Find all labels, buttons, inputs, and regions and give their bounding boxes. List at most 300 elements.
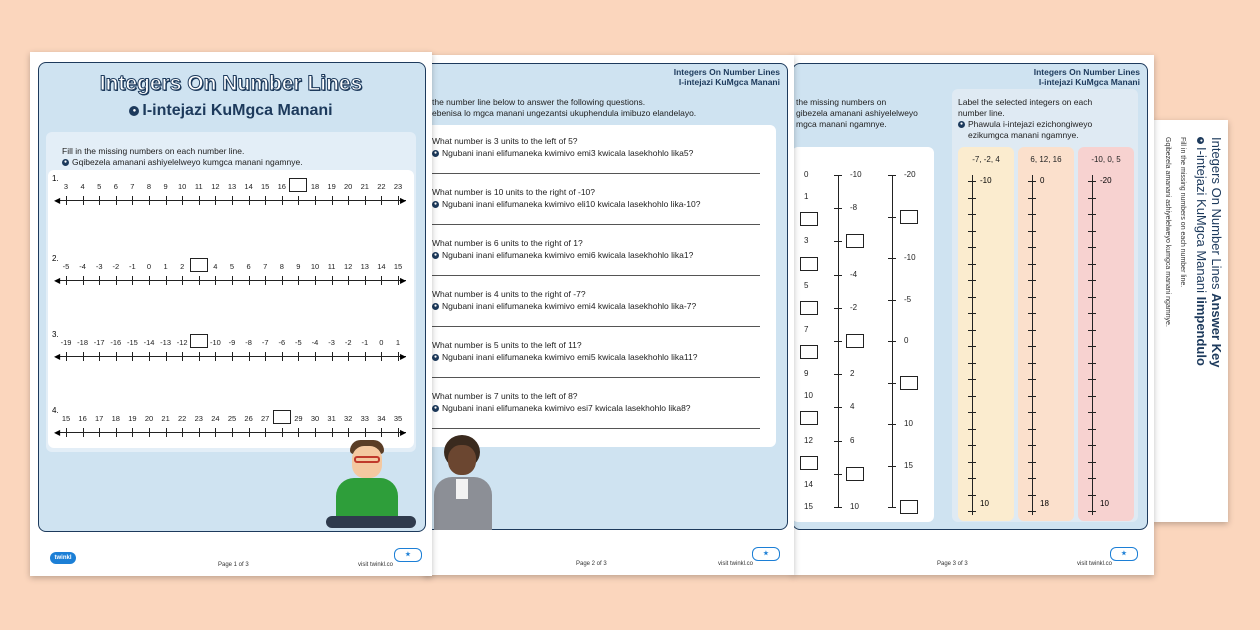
card-tick	[968, 214, 976, 215]
card-tick	[1088, 396, 1096, 397]
number-line-tick	[199, 276, 200, 285]
page2-intro-xh: ebenisa lo mgca manani ungezantsi ukuphendula imibuzo elandelayo.	[432, 108, 697, 118]
number-line-value: 20	[144, 414, 154, 423]
number-line-value: 14	[244, 182, 253, 191]
question-text: What number is 3 units to the left of 5?	[432, 136, 578, 146]
card-tick	[1028, 495, 1036, 496]
page1-badge-icon: ★	[394, 548, 422, 562]
answer-box[interactable]	[289, 178, 307, 192]
number-line-tick	[215, 428, 216, 437]
question-text: What number is 6 units to the right of 1?	[432, 238, 583, 248]
page2-site[interactable]: visit twinkl.co	[718, 561, 754, 567]
number-line-value: 2	[180, 262, 185, 271]
page3-right-instruction-xh: ● Phawula i-intejazi ezichongiweyo	[959, 119, 1093, 129]
answer-box[interactable]	[900, 376, 918, 390]
vertical-value: 0	[804, 170, 809, 179]
page2-footer: Page 2 of 3	[576, 561, 607, 567]
question-xh-label: Ngubani inani elifumaneka kwimivo esi7 kwicala lasekhohlo lika8?	[442, 403, 691, 413]
card-tick	[1028, 445, 1036, 446]
number-line-tick	[315, 352, 316, 361]
card-tick	[1028, 198, 1036, 199]
vertical-tick	[888, 300, 896, 301]
card-number-line	[972, 175, 973, 515]
vertical-value: -4	[850, 269, 858, 279]
answer-line[interactable]	[432, 326, 760, 327]
question-xh-label: Ngubani inani elifumaneka kwimivo emi3 kwicala lasekhohlo lika5?	[442, 148, 694, 158]
number-line-tick	[249, 428, 250, 437]
number-line-value: 10	[310, 262, 320, 271]
integer-card-title: -7, -2, 4	[972, 155, 1000, 164]
vertical-value: 15	[804, 502, 813, 511]
vertical-tick	[834, 175, 842, 176]
number-line-tick	[398, 276, 399, 285]
card-tick	[1088, 478, 1096, 479]
vertical-value: 3	[804, 236, 809, 246]
vertical-value: 1	[804, 192, 809, 202]
page3-right-instruction2: number line.	[958, 108, 1005, 118]
question-item	[432, 135, 768, 183]
page3-header-sub: I-intejazi KuMgca Manani	[1038, 77, 1140, 87]
axis-arrow-right-icon: ▶	[400, 428, 407, 437]
number-line-tick	[348, 196, 349, 205]
number-line-value: -13	[160, 338, 172, 347]
number-line-tick	[232, 352, 233, 361]
page-title: Integers On Number Lines	[99, 72, 363, 95]
number-line-value: -6	[278, 338, 286, 347]
card-tick	[1028, 379, 1036, 380]
number-line-tick	[365, 352, 366, 361]
number-line-tick	[332, 196, 333, 205]
card-tick	[968, 379, 976, 380]
card-tick	[1028, 396, 1036, 397]
axis-arrow-left-icon: ◀	[54, 352, 61, 361]
number-line-tick	[348, 276, 349, 285]
card-tick	[968, 297, 976, 298]
number-line-value: 22	[377, 182, 386, 191]
card-tick	[968, 429, 976, 430]
number-line-tick	[265, 352, 266, 361]
number-line-value: 5	[97, 182, 102, 191]
number-line-value: -8	[245, 338, 252, 347]
number-line-tick	[232, 428, 233, 437]
card-tick	[968, 445, 976, 446]
integer-card-title: -10, 0, 5	[1091, 155, 1121, 164]
number-line-tick	[83, 276, 84, 285]
xhosa-bullet-icon: ●	[433, 303, 438, 310]
vertical-value: 4	[850, 402, 855, 412]
vertical-value: 2	[850, 369, 855, 379]
number-line-tick	[215, 196, 216, 205]
card-tick	[1088, 330, 1096, 331]
number-line-value: 23	[194, 414, 203, 423]
twinkl-logo[interactable]: twinkl	[50, 552, 76, 564]
page2-badge-icon: ★	[752, 547, 780, 561]
number-line-3	[52, 330, 412, 368]
card-tick	[1028, 231, 1036, 232]
question-text: What number is 7 units to the left of 8?	[432, 391, 578, 401]
answer-box[interactable]	[800, 411, 818, 425]
number-line-value: 19	[128, 414, 137, 423]
number-line-value: 20	[344, 182, 353, 191]
number-line-value: 31	[327, 414, 336, 423]
number-line-value: -9	[228, 338, 236, 347]
axis-arrow-left-icon: ◀	[54, 276, 61, 285]
number-line-tick	[149, 196, 150, 205]
vertical-tick	[888, 175, 896, 176]
number-line-tick	[166, 352, 167, 361]
answer-box[interactable]	[800, 456, 818, 470]
card-tick	[968, 363, 976, 364]
question-item	[432, 339, 768, 387]
number-line-value: 11	[194, 182, 203, 191]
number-line-value: 14	[377, 262, 386, 271]
number-line-tick	[282, 276, 283, 285]
number-line-tick	[282, 352, 283, 361]
card-number-line	[1032, 175, 1033, 515]
card-tick	[1088, 231, 1096, 232]
vertical-value: 7	[804, 324, 809, 334]
number-line-value: 15	[261, 182, 270, 191]
answer-box[interactable]	[846, 234, 864, 248]
number-line-tick	[166, 276, 167, 285]
number-line-value: -1	[129, 262, 136, 271]
number-line-value: -16	[110, 338, 122, 347]
card-top-value: -20	[1100, 176, 1112, 185]
vertical-value: 9	[804, 369, 809, 379]
vertical-tick	[834, 441, 842, 442]
vertical-tick	[834, 341, 842, 342]
vertical-tick	[888, 466, 896, 467]
axis-arrow-right-icon: ▶	[400, 196, 407, 205]
number-line-value: 12	[344, 262, 353, 271]
card-tick	[1088, 462, 1096, 463]
card-tick	[968, 280, 976, 281]
number-line-value: 19	[327, 182, 336, 191]
number-line-value: 5	[229, 262, 235, 271]
xhosa-bullet-icon: ●	[433, 354, 438, 361]
answer-box[interactable]	[800, 257, 818, 271]
number-line-value: 0	[146, 262, 152, 271]
answer-line[interactable]	[432, 428, 760, 429]
card-tick	[1028, 429, 1036, 430]
number-line-value: -3	[328, 338, 335, 347]
vertical-tick	[888, 341, 896, 342]
number-line-value: 18	[111, 414, 120, 423]
number-line-value: 8	[279, 262, 284, 271]
card-tick	[1088, 247, 1096, 248]
page3-right-instruction: Label the selected integers on each	[958, 97, 1093, 107]
number-line-tick	[149, 352, 150, 361]
card-tick	[1088, 429, 1096, 430]
vertical-value: 10	[804, 391, 813, 401]
vertical-tick	[888, 424, 896, 425]
number-line-value: 13	[360, 262, 369, 271]
vertical-value: -2	[850, 302, 858, 312]
number-line-4	[52, 406, 412, 444]
number-line-tick	[398, 352, 399, 361]
number-line-value: 18	[310, 182, 320, 191]
xhosa-bullet-icon: ●	[433, 201, 438, 208]
number-line-value: 29	[294, 414, 303, 423]
xhosa-bullet-icon: ●	[433, 150, 438, 157]
number-line-value: -2	[112, 262, 120, 271]
integer-card	[958, 147, 1014, 521]
number-line-tick	[265, 428, 266, 437]
number-line-label: 3.	[52, 330, 59, 339]
number-line-value: 0	[379, 338, 384, 347]
number-line-tick	[381, 352, 382, 361]
question-text-xh	[432, 402, 768, 414]
number-line-tick	[199, 428, 200, 437]
card-tick	[1088, 280, 1096, 281]
number-line-tick	[365, 428, 366, 437]
answer-key-page	[1152, 120, 1228, 522]
page3-header-title: Integers On Number Lines	[1033, 67, 1140, 77]
number-line-tick	[249, 352, 250, 361]
axis-arrow-left-icon: ◀	[54, 196, 61, 205]
page2-header-sub: I-intejazi KuMgca Manani	[678, 77, 780, 87]
number-line-tick	[282, 196, 283, 205]
number-line-tick	[116, 196, 117, 205]
page3-badge-icon: ★	[1110, 547, 1138, 561]
number-line-tick	[132, 276, 133, 285]
vertical-value: -20	[904, 170, 916, 179]
number-line-value: 6	[246, 262, 251, 271]
number-line-tick	[381, 196, 382, 205]
card-tick	[968, 462, 976, 463]
number-line-value: -15	[126, 338, 138, 347]
number-line-value: 3	[63, 182, 69, 191]
number-line-tick	[66, 352, 67, 361]
number-line-value: 4	[213, 262, 218, 271]
number-line-value: -10	[209, 338, 221, 347]
card-tick	[1088, 445, 1096, 446]
card-tick	[1028, 264, 1036, 265]
question-xh-label: Ngubani inani elifumaneka kwimivo eli10 kwicala lasekhohlo lika-10?	[442, 199, 701, 209]
number-line-tick	[149, 428, 150, 437]
number-line-value: 15	[393, 262, 403, 271]
card-tick	[968, 396, 976, 397]
vertical-tick	[834, 308, 842, 309]
page2-header-title: Integers On Number Lines	[673, 67, 780, 77]
page3-site[interactable]: visit twinkl.co	[1077, 561, 1113, 567]
answer-box[interactable]	[800, 212, 818, 226]
axis-arrow-right-icon: ▶	[400, 352, 407, 361]
question-text-xh	[432, 147, 768, 159]
number-line-value: 12	[211, 182, 220, 191]
number-line-value: -3	[95, 262, 103, 271]
answer-key-instruction-xh: Gqibezela amanani ashiyelelweyo kumgca manani ngamnye.	[1164, 137, 1171, 327]
number-line-label: 4.	[52, 406, 59, 415]
number-line-value: -18	[77, 338, 89, 347]
question-text-xh	[432, 351, 768, 363]
number-line-value: 6	[113, 182, 118, 191]
number-line-value: 9	[296, 262, 301, 271]
number-line-value: 30	[310, 414, 320, 423]
vertical-value: 0	[904, 336, 909, 345]
number-line-tick	[99, 352, 100, 361]
number-line-value: 22	[178, 414, 187, 423]
answer-box[interactable]	[273, 410, 291, 424]
card-tick	[968, 478, 976, 479]
question-text-xh	[432, 300, 768, 312]
answer-box[interactable]	[900, 210, 918, 224]
number-line-tick	[348, 428, 349, 437]
number-line-tick	[381, 428, 382, 437]
number-line-tick	[99, 196, 100, 205]
number-line-tick	[348, 352, 349, 361]
number-line-value: 17	[95, 414, 104, 423]
number-line-tick	[232, 276, 233, 285]
number-line-tick	[249, 196, 250, 205]
worksheet-page-2	[424, 55, 794, 575]
number-line-tick	[315, 196, 316, 205]
number-line-value: 21	[360, 182, 369, 191]
number-line-value: 7	[130, 182, 135, 191]
number-line-value: 7	[263, 262, 268, 271]
number-line-value: 16	[78, 414, 87, 423]
answer-line[interactable]	[432, 275, 760, 276]
card-tick	[1028, 297, 1036, 298]
xhosa-bullet-icon: ●	[433, 405, 438, 412]
vertical-tick	[834, 407, 842, 408]
card-tick	[1088, 198, 1096, 199]
question-item	[432, 390, 768, 438]
vertical-tick	[834, 275, 842, 276]
number-line-tick	[99, 428, 100, 437]
vertical-value: 6	[850, 435, 855, 445]
answer-box[interactable]	[846, 467, 864, 481]
vertical-tick	[834, 507, 842, 508]
number-line-tick	[182, 196, 183, 205]
card-tick	[1088, 346, 1096, 347]
number-line-tick	[166, 196, 167, 205]
question-text: What number is 5 units to the left of 11?	[432, 340, 582, 350]
card-tick	[968, 330, 976, 331]
number-line-value: 33	[360, 414, 369, 423]
worksheet-page-1	[30, 52, 432, 576]
vertical-value: 14	[804, 479, 813, 489]
question-text: What number is 4 units to the right of -7?	[432, 289, 586, 299]
number-line-tick	[116, 276, 117, 285]
vertical-tick	[834, 241, 842, 242]
number-line-tick	[116, 428, 117, 437]
number-line-value: 16	[277, 182, 286, 191]
axis-arrow-right-icon: ▶	[400, 276, 407, 285]
card-tick	[1088, 297, 1096, 298]
number-line-value: 1	[395, 338, 401, 347]
card-tick	[968, 412, 976, 413]
answer-box[interactable]	[190, 334, 208, 348]
instruction-xh: ● Gqibezela amanani ashiyelelweyo kumgca manani ngamnye.	[63, 157, 303, 167]
axis-arrow-left-icon: ◀	[54, 428, 61, 437]
answer-box[interactable]	[846, 334, 864, 348]
number-line-tick	[116, 352, 117, 361]
card-tick	[968, 511, 976, 512]
vertical-value: 12	[804, 435, 813, 445]
card-tick	[1088, 264, 1096, 265]
number-line-value: -12	[176, 338, 188, 347]
number-line-tick	[332, 428, 333, 437]
number-line-tick	[298, 428, 299, 437]
number-line-tick	[249, 276, 250, 285]
number-line-tick	[182, 276, 183, 285]
vertical-value: 5	[804, 280, 809, 290]
question-item	[432, 186, 768, 234]
page3-footer: Page 3 of 3	[937, 561, 968, 567]
card-tick	[1028, 478, 1036, 479]
page3-left-instruction-xh2: mgca manani ngamnye.	[796, 119, 887, 129]
instruction-en: Fill in the missing numbers on each number line.	[62, 146, 245, 156]
number-line-tick	[398, 428, 399, 437]
number-line-value: 27	[261, 414, 270, 423]
number-line-tick	[332, 276, 333, 285]
number-line-tick	[66, 428, 67, 437]
answer-box[interactable]	[900, 500, 918, 514]
answer-line[interactable]	[432, 173, 760, 174]
card-bottom-value: 10	[1100, 499, 1109, 508]
number-line-2	[52, 254, 412, 292]
answer-box[interactable]	[800, 345, 818, 359]
number-line-tick	[381, 276, 382, 285]
number-line-value: 26	[244, 414, 253, 423]
number-line-value: -1	[361, 338, 369, 347]
number-line-tick	[298, 352, 299, 361]
number-line-value: 4	[80, 182, 85, 191]
question-text: What number is 10 units to the right of -10?	[432, 187, 596, 197]
number-line-value: -4	[311, 338, 319, 347]
page1-footer: Page 1 of 3	[218, 562, 249, 568]
number-line-tick	[199, 352, 200, 361]
page1-site[interactable]: visit twinkl.co	[358, 562, 394, 568]
number-line-value: -17	[93, 338, 105, 347]
integer-card-title: 6, 12, 16	[1030, 155, 1062, 164]
question-item	[432, 288, 768, 336]
worksheet-page-3	[792, 55, 1154, 575]
answer-box[interactable]	[800, 301, 818, 315]
number-line-tick	[66, 196, 67, 205]
card-tick	[1088, 495, 1096, 496]
card-tick	[1028, 280, 1036, 281]
number-line-value: -2	[344, 338, 352, 347]
number-line-tick	[365, 276, 366, 285]
vertical-value: -10	[850, 170, 862, 179]
number-line-value: -4	[79, 262, 86, 271]
vertical-tick	[888, 383, 896, 384]
answer-line[interactable]	[432, 224, 760, 225]
card-tick	[968, 346, 976, 347]
number-line-tick	[166, 428, 167, 437]
page-subtitle: ● I-intejazi KuMgca Manani	[30, 102, 432, 120]
card-tick	[968, 264, 976, 265]
card-bottom-value: 10	[980, 499, 989, 508]
card-tick	[1028, 214, 1036, 215]
number-line-value: -14	[143, 338, 155, 347]
answer-line[interactable]	[432, 377, 760, 378]
number-line-tick	[265, 276, 266, 285]
number-line-tick	[398, 196, 399, 205]
number-line-tick	[315, 276, 316, 285]
number-line-tick	[199, 196, 200, 205]
vertical-tick	[888, 217, 896, 218]
card-tick	[968, 198, 976, 199]
number-line-tick	[149, 276, 150, 285]
number-line-tick	[99, 276, 100, 285]
answer-box[interactable]	[190, 258, 208, 272]
card-number-line	[1092, 175, 1093, 515]
number-line-1	[52, 174, 412, 212]
number-line-tick	[182, 352, 183, 361]
